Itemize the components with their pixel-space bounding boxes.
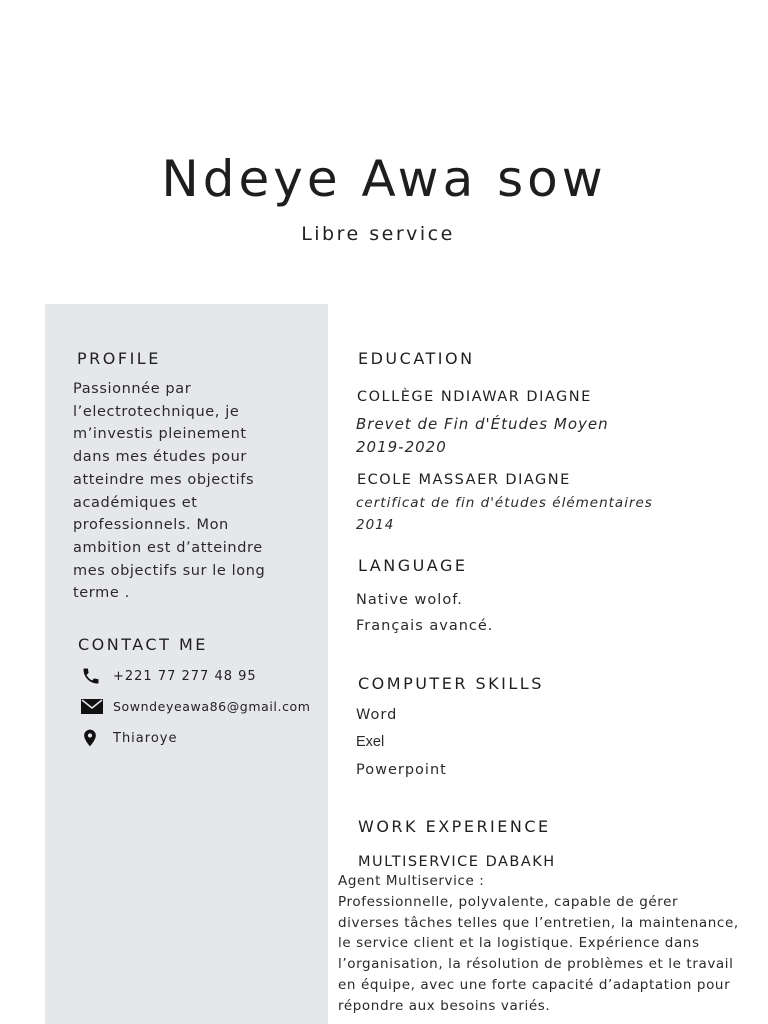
profile-text [73,378,303,605]
phone-icon [80,665,106,687]
contact-email-row [80,695,311,717]
profile-line: atteindre mes objectifs [73,471,255,488]
work-line: diverses tâches telles que l’entretien, la maintenance, [338,914,739,931]
education-years: 2019-2020 [356,438,447,456]
language-item: Native wolof. [356,592,463,608]
profile-line: dans mes études pour [73,449,247,466]
resume-name: Ndeye Awa sow [161,150,607,208]
work-line: l’organisation, la résolution de problèmes et le travail [338,956,734,973]
envelope-icon [80,695,106,717]
computer-skills-heading: COMPUTER SKILLS [358,674,544,693]
profile-line: m’investis pleinement [73,426,247,443]
contact-heading: CONTACT ME [78,635,208,654]
education-heading: EDUCATION [358,349,475,368]
profile-line: académiques et [73,494,198,511]
work-line: Professionnelle, polyvalente, capable de gérer [338,893,679,910]
skill-item: Powerpoint [356,762,447,778]
work-line: le service client et la logistique. Expérience dans [338,935,700,952]
work-line: répondre aux besoins variés. [338,997,551,1014]
contact-location-row [80,727,177,749]
contact-phone-row [80,665,257,687]
language-item: Français avancé. [356,618,494,634]
profile-line: ambition est d’atteindre [73,539,263,556]
skill-item: Exel [356,734,385,750]
phone-number: +221 77 277 48 95 [113,668,257,684]
work-line: Agent Multiservice : [338,873,485,889]
profile-line: l’electrotechnique, je [73,403,240,420]
education-years: 2014 [356,517,395,533]
profile-line: mes objectifs sur le long [73,562,266,579]
education-school: ECOLE MASSAER DIAGNE [357,472,571,488]
work-experience-heading: WORK EXPERIENCE [358,817,551,836]
work-line: en équipe, avec une forte capacité d’adaptation pour [338,976,731,993]
education-degree: certificat de fin d'études élémentaires [356,495,653,511]
location-pin-icon [80,727,106,749]
profile-line: professionnels. Mon [73,517,229,534]
work-description [338,871,763,1017]
skill-item: Word [356,707,398,723]
work-company: MULTISERVICE DABAKH [358,854,556,870]
language-heading: LANGUAGE [358,556,468,575]
profile-line: terme . [73,585,130,602]
location-text: Thiaroye [113,730,178,746]
email-address: Sowndeyeawa86@gmail.com [113,698,311,714]
profile-line: Passionnée par [73,381,192,397]
profile-heading: PROFILE [77,349,161,368]
education-school: COLLÈGE NDIAWAR DIAGNE [357,389,592,405]
education-degree: Brevet de Fin d'Études Moyen [356,415,609,433]
job-title: Libre service [301,223,455,245]
